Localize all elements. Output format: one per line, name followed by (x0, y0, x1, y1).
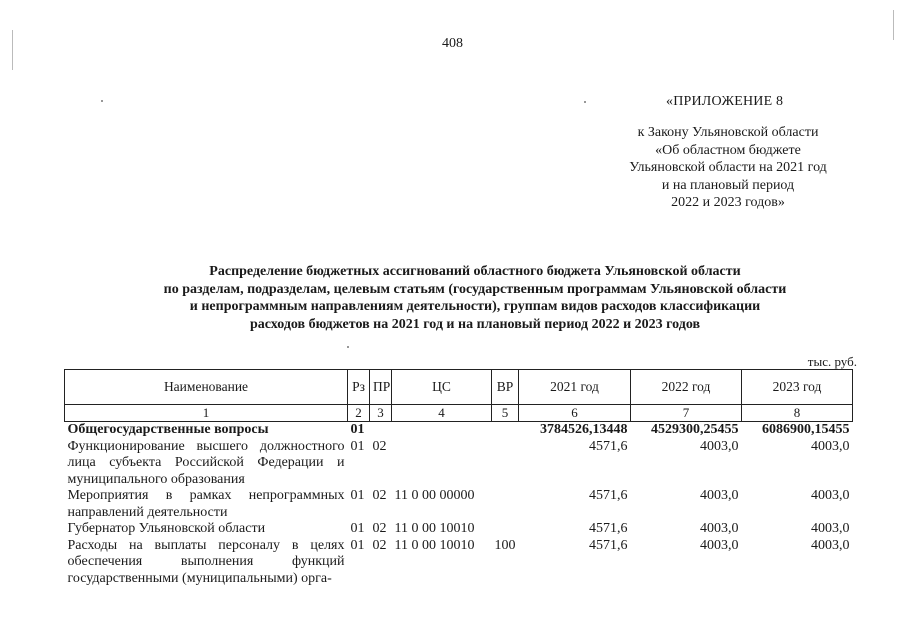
column-number: 2 (348, 405, 370, 422)
law-reference (600, 124, 856, 212)
document-title (80, 263, 870, 333)
row-name: Мероприятия в рамках непрограммных направлений деятельности (67, 488, 345, 520)
appendix-title: «ПРИЛОЖЕНИЕ 8 (666, 94, 784, 109)
row-vr (492, 439, 519, 489)
document-title-line: расходов бюджетов на 2021 год и на плановый период 2022 и 2023 годов (249, 316, 701, 332)
row-cs (392, 422, 492, 439)
table-row (65, 521, 853, 538)
row-pr: 02 (372, 438, 387, 454)
column-number: 5 (492, 405, 519, 422)
row-2023: 6086900,15455 (762, 422, 850, 437)
row-2021: 3784526,13448 (540, 422, 628, 437)
row-rz: 01 (350, 422, 365, 437)
column-number-row (65, 405, 853, 422)
row-2023: 4003,0 (811, 488, 850, 503)
row-2023: 4003,0 (811, 438, 850, 454)
scan-speck (101, 100, 103, 102)
row-vr (492, 422, 519, 439)
unit-label: тыс. руб. (807, 354, 857, 369)
table-row (65, 439, 853, 489)
row-2021: 4571,6 (589, 488, 628, 503)
header-2021: 2021 год (519, 370, 631, 405)
row-cs: 11 0 00 10010 (394, 537, 475, 553)
row-cs: 11 0 00 00000 (394, 488, 475, 503)
row-name: Общегосударственные вопросы (67, 422, 269, 437)
row-2021: 4571,6 (589, 438, 628, 454)
document-title-line: Распределение бюджетных ассигнований областного бюджета Ульяновской области (209, 264, 741, 279)
law-reference-line: к Закону Ульяновской области (637, 125, 819, 140)
law-reference-line: Ульяновской области на 2021 год (629, 160, 827, 175)
row-cs (392, 439, 492, 489)
row-2022: 4003,0 (700, 438, 739, 454)
law-reference-line: и на плановый период (661, 177, 795, 193)
row-pr (370, 422, 392, 439)
column-number: 8 (742, 405, 853, 422)
header-pr: ПР (370, 370, 392, 405)
row-rz: 01 (350, 438, 365, 454)
header-2022: 2022 год (631, 370, 742, 405)
scan-speck (584, 101, 586, 103)
row-2023: 4003,0 (811, 537, 850, 553)
law-reference-line: «Об областном бюджете (655, 142, 801, 158)
row-pr: 02 (372, 537, 387, 553)
budget-table (64, 369, 853, 587)
row-name: Функционирование высшего должностного лица субъекта Российской Федерации и муниципального образования (67, 438, 345, 487)
header-name: Наименование (65, 370, 348, 405)
row-2022: 4003,0 (700, 488, 739, 503)
row-rz: 01 (350, 537, 365, 553)
table-row (65, 422, 853, 439)
header-vr: ВР (492, 370, 519, 405)
law-reference-line: 2022 и 2023 годов» (671, 195, 785, 210)
row-pr: 02 (372, 521, 387, 536)
document-title-line: по разделам, подразделам, целевым статьям (государственным программам Ульяновской области (163, 281, 787, 297)
column-number: 4 (392, 405, 492, 422)
row-vr: 100 (494, 537, 516, 553)
table-header-row (65, 370, 853, 405)
document-title-line: и непрограммным направлениям деятельности), группам видов расходов классификации (189, 299, 761, 314)
row-2022: 4003,0 (700, 537, 739, 553)
row-rz: 01 (350, 521, 365, 536)
row-name: Губернатор Ульяновской области (67, 521, 266, 536)
page-number: 408 (442, 36, 463, 51)
column-number: 1 (65, 405, 348, 422)
table-row (65, 488, 853, 521)
row-2022: 4529300,25455 (651, 422, 739, 437)
row-name: Расходы на выплаты персоналу в целях обеспечения выполнения функций государственными (муниципальными) орга- (67, 537, 345, 586)
column-number: 3 (370, 405, 392, 422)
row-vr (492, 488, 519, 521)
row-2023: 4003,0 (811, 521, 850, 536)
row-2021: 4571,6 (589, 537, 628, 553)
row-2022: 4003,0 (700, 521, 739, 536)
row-pr: 02 (372, 488, 387, 503)
table-row (65, 538, 853, 588)
header-rz: Рз (348, 370, 370, 405)
row-rz: 01 (350, 488, 365, 503)
row-2021: 4571,6 (589, 521, 628, 536)
column-number: 7 (631, 405, 742, 422)
column-number: 6 (519, 405, 631, 422)
row-vr (492, 521, 519, 538)
header-2023: 2023 год (742, 370, 853, 405)
header-cs: ЦС (392, 370, 492, 405)
scan-speck (347, 346, 349, 348)
row-cs: 11 0 00 10010 (394, 521, 475, 536)
